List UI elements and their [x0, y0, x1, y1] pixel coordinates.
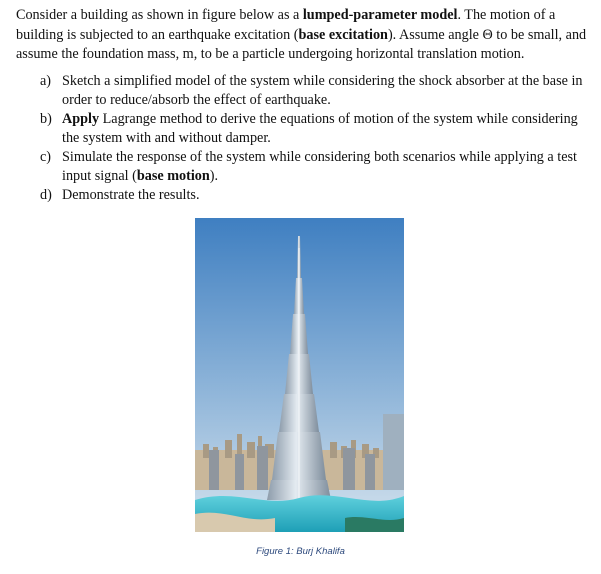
- task-list: [0, 72, 601, 205]
- task-text: Lagrange method to derive the equations of motion of the system while considering the system with and without damper.: [62, 111, 578, 146]
- burj-khalifa-illustration: [195, 218, 404, 532]
- task-item-d: [0, 186, 601, 205]
- right-tower: [383, 414, 404, 490]
- figure-caption: Figure 1: Burj Khalifa: [256, 546, 345, 557]
- task-item-a: [0, 72, 601, 110]
- burj-khalifa-photo: [195, 218, 404, 532]
- task-text: Simulate the response of the system while considering both scenarios while applying a test input signal (: [62, 149, 577, 184]
- task-marker: a): [40, 73, 52, 89]
- intro-bold-base-excitation: base excitation: [298, 26, 388, 43]
- task-text: Sketch a simplified model of the system while considering the shock absorber at the base in order to reduce/absorb the effect of earthquake.: [62, 73, 583, 108]
- task-bold-apply: Apply: [62, 111, 100, 127]
- task-marker: c): [40, 149, 52, 165]
- problem-statement: [16, 6, 588, 65]
- task-marker: d): [40, 187, 52, 203]
- intro-text: Consider a building as shown in figure below as a: [16, 7, 303, 23]
- task-text: ).: [209, 168, 219, 184]
- intro-bold-lumped-model: lumped-parameter model: [302, 7, 458, 23]
- intro-text: ). Assume angle Θ to be small, and assume the foundation mass, m, to be a particle undergoing horizontal translation motion.: [16, 26, 587, 62]
- task-marker: b): [40, 111, 52, 127]
- task-bold-base-motion: base motion: [136, 168, 210, 184]
- task-text: Demonstrate the results.: [62, 187, 200, 203]
- task-item-c: [0, 148, 601, 186]
- task-item-b: [0, 110, 601, 148]
- intro-text: . The motion of a building is subjected to an earthquake excitation (: [16, 7, 556, 43]
